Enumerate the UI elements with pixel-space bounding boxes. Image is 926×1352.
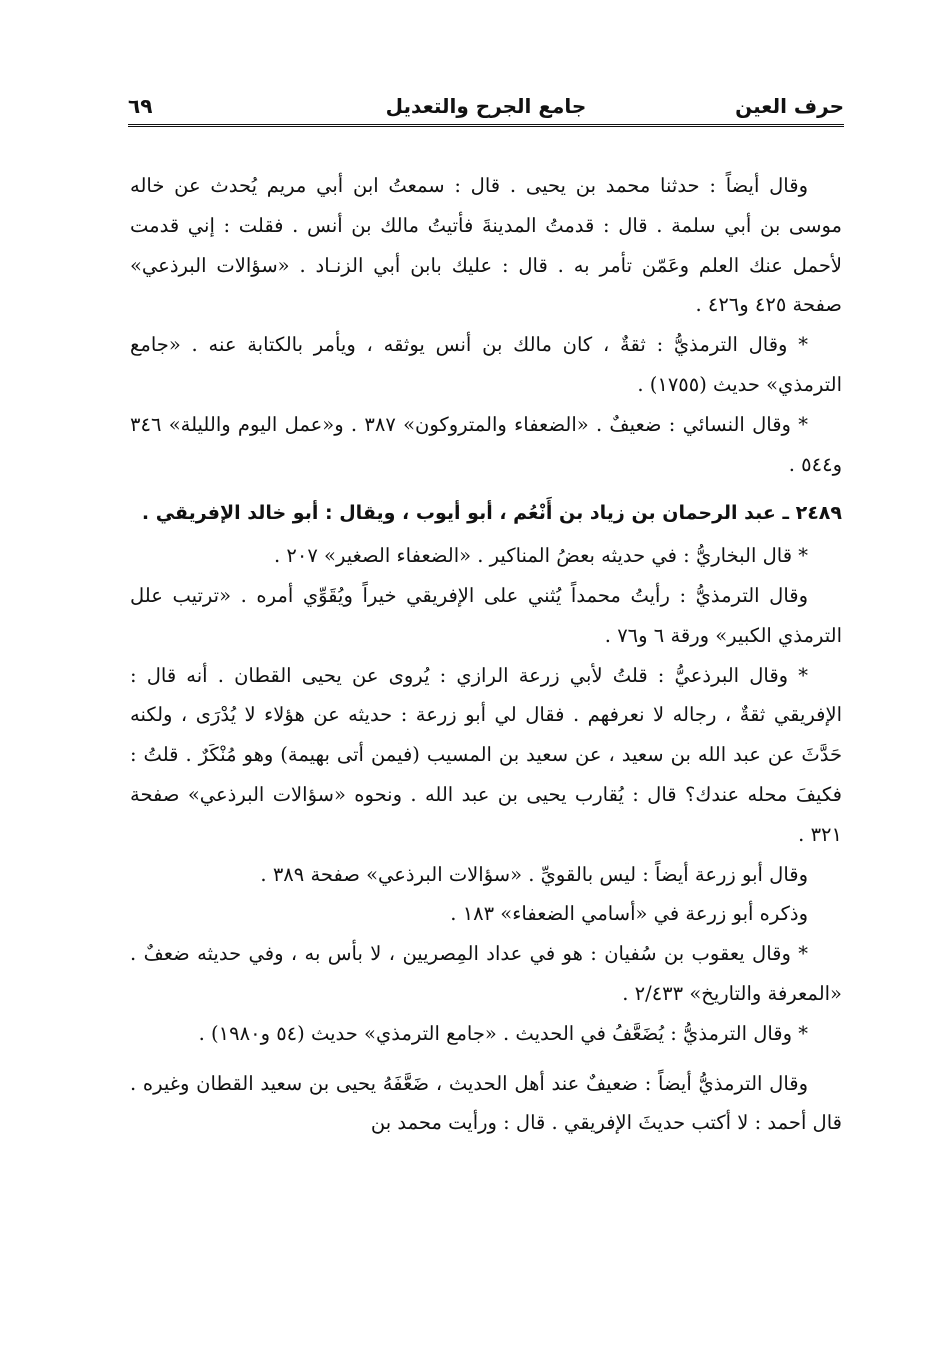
paragraph: * قال البخاريُّ : في حديثه بعضُ المناكير . «الضعفاء الصغير» ٢٠٧ . — [274, 544, 808, 568]
paragraph: وقال الترمذيُّ أيضاً : ضعيفٌ عند أهل الحديث ، ضَعَّفَهُ يحيى بن سعيد القطان وغيره . قال أحمد : لا أكتب حديثَ الإفريقي . قال : ورأيت محمد بن — [130, 1071, 842, 1135]
main-text — [130, 166, 842, 1143]
paragraph: وذكره أبو زرعة في «أسامي الضعفاء» ١٨٣ . — [450, 902, 808, 926]
paragraph: * وقال الترمذيُّ : يُضَعَّفُ في الحديث . «جامع الترمذي» حديث (٥٤ و١٩٨٠) . — [198, 1021, 808, 1045]
chapter-title: حرف العين — [735, 94, 844, 118]
paragraph: وقال الترمذيُّ : رأيتُ محمداً يُثني على الإفريقي خيراً ويُقَوِّي أمره . «ترتيب علل الترمذي الكبير» ورقة ٦ و٧٦ . — [130, 583, 842, 647]
paragraph: * وقال الترمذيُّ : ثقةٌ ، كان مالك بن أنس يوثقه ، ويأمر بالكتابة عنه . «جامع الترمذي» حديث (١٧٥٥) . — [130, 333, 842, 396]
paragraph: وقال أبو زرعة أيضاً : ليس بالقويِّ . «سؤالات البرذعي» صفحة ٣٨٩ . — [260, 862, 808, 886]
paragraph: * وقال النسائي : ضعيفٌ . «الضعفاء والمتروكون» ٣٨٧ . و«عمل اليوم والليلة» ٣٤٦ و٥٤٤ . — [130, 412, 842, 476]
paragraph: * وقال البرذعيُّ : قلتُ لأبي زرعة الرازي : يُروى عن يحيى القطان . أنه قال : الإفريقي ثقةٌ ، رجاله لا نعرفهم . فقال لي أبو زرعة : حديثه عن هؤلاء لا يُدْرَى ، ولكنه حَدَّثَ عن عبد الله بن سعيد ، عن سعيد بن المسيب (فيمن أتى بهيمة) وهو مُنْكَرٌ . قلتُ : فكيفَ محله عندك؟ قال : يُقارب يحيى بن عبد الله . ونحوه «سؤالات البرذعي» صفحة ٣٢١ . — [130, 663, 842, 846]
header-rule — [128, 124, 844, 127]
book-title: جامع الجرح والتعديل — [385, 94, 587, 118]
page-number: ٦٩ — [128, 94, 153, 118]
paragraph: * وقال يعقوب بن سُفيان : هو في عداد المِصريين ، لا بأس به ، وفي حديثه ضعفٌ . «المعرفة والتاريخ» ٢/٤٣٣ . — [130, 942, 842, 1005]
running-header — [128, 88, 844, 122]
entry-heading: ٢٤٨٩ ـ عبد الرحمان بن زياد بن أَنْعُم ، أبو أيوب ، ويقال : أبو خالد الإفريقي . — [141, 502, 842, 525]
paragraph: وقال أيضاً : حدثنا محمد بن يحيى . قال : سمعتُ ابن أبي مريم يُحدث عن خاله موسى بن أبي سلمة . قال : قدمتُ المدينةَ فأتيتُ مالك بن أنس . فقلت : إني قدمت لأحمل عنك العلم وعَمّن تأمر به . قال : عليك بابن أبي الزنـاد . «سؤالات البرذعي» صفحة ٤٢٥ و٤٢٦ . — [130, 174, 842, 317]
